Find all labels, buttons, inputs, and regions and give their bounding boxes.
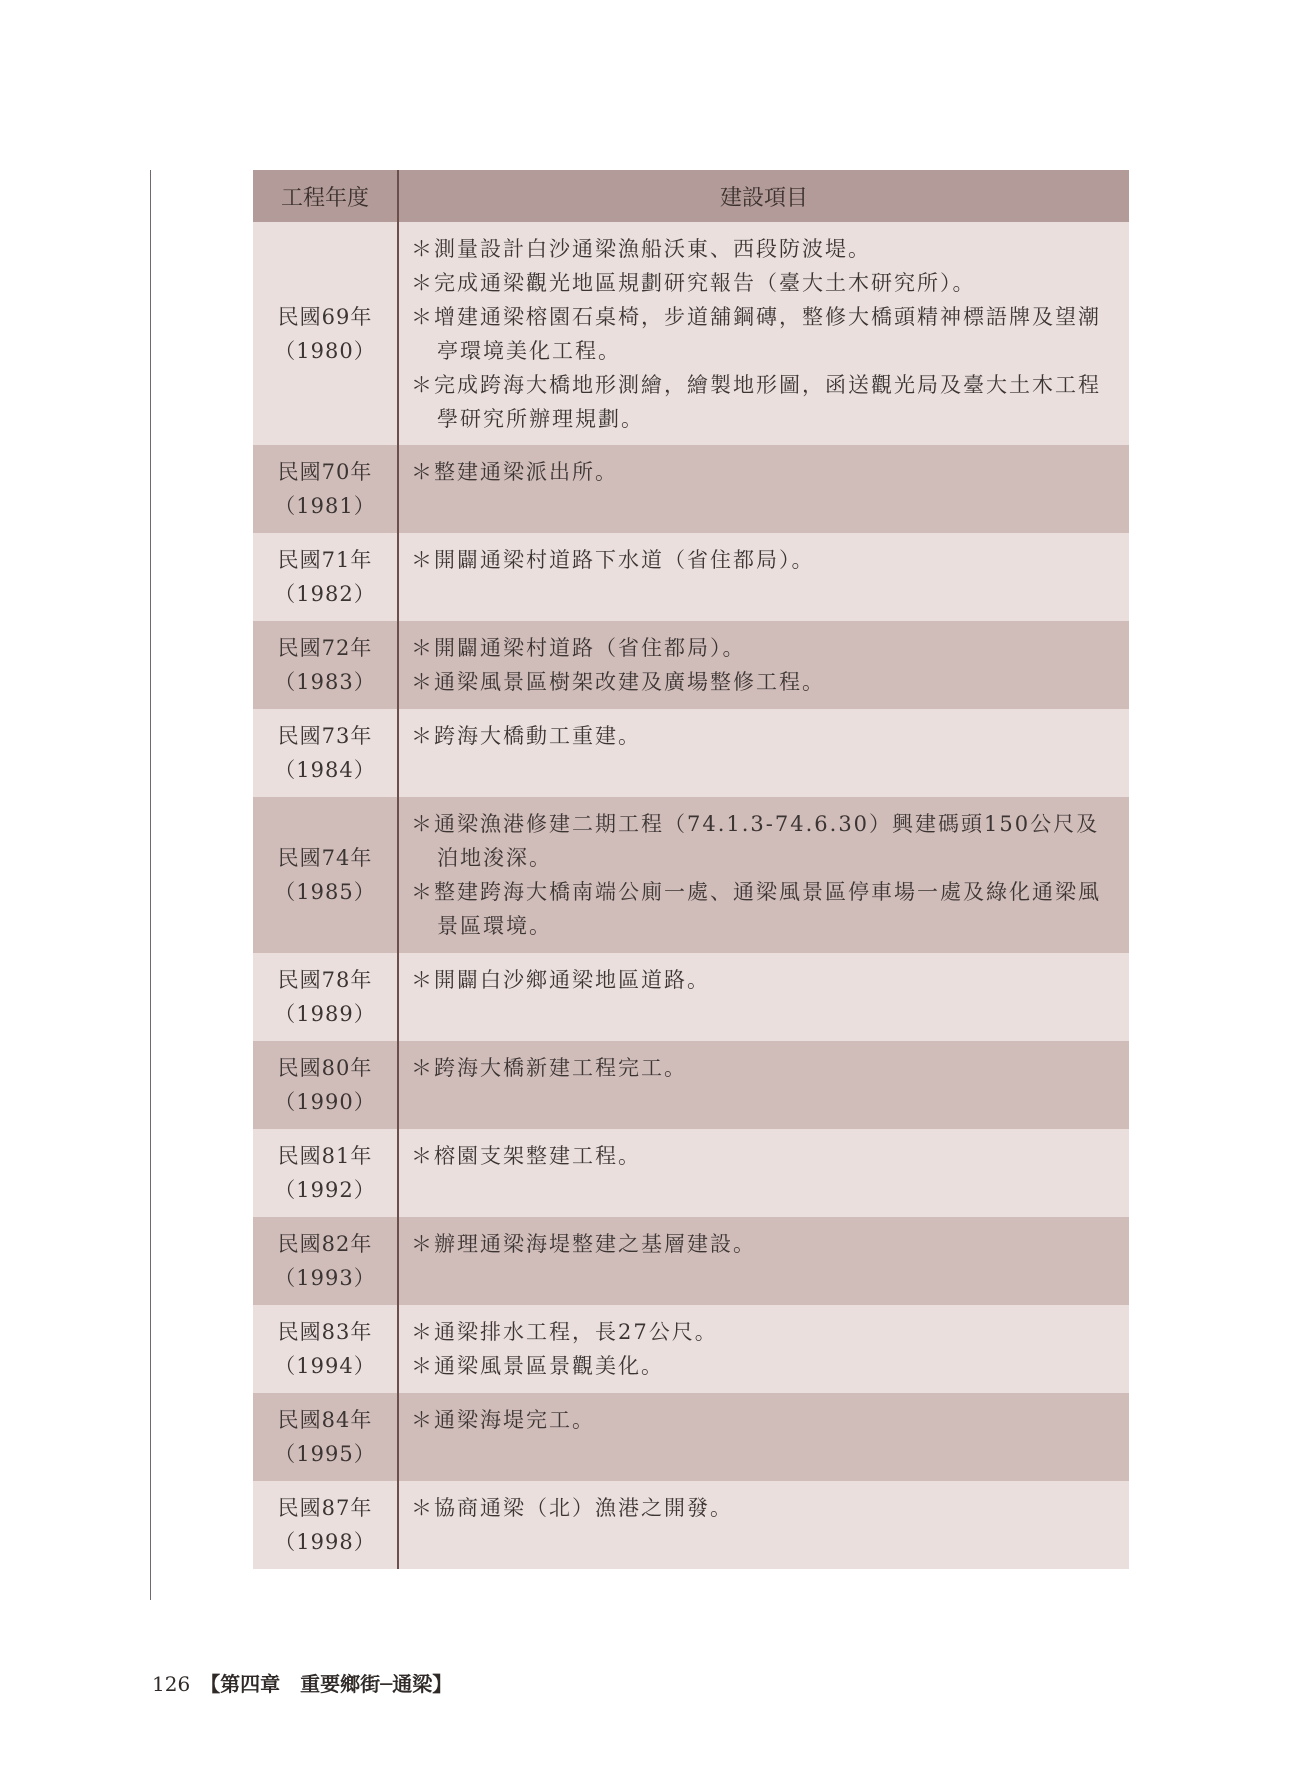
- items-cell: [398, 1481, 1129, 1569]
- ad-year: （1994）: [274, 1354, 376, 1378]
- list-item: ＊協商通梁（北）漁港之開發。: [411, 1496, 733, 1520]
- table-row: [253, 1305, 1129, 1393]
- year-cell: [253, 445, 398, 533]
- table-row: [253, 445, 1129, 533]
- items-cell: [398, 222, 1129, 445]
- roc-year: 民國84年: [277, 1408, 373, 1432]
- table-row: [253, 533, 1129, 621]
- year-cell: [253, 222, 398, 445]
- year-cell: [253, 621, 398, 709]
- ad-year: （1989）: [274, 1002, 376, 1026]
- year-cell: [253, 709, 398, 797]
- list-item: ＊跨海大橋動工重建。: [411, 724, 641, 748]
- ad-year: （1998）: [274, 1530, 376, 1554]
- items-column-header: 建設項目: [398, 170, 1129, 222]
- list-item: ＊開闢白沙鄉通梁地區道路。: [411, 968, 710, 992]
- items-cell: [398, 621, 1129, 709]
- items-cell: [398, 953, 1129, 1041]
- list-item: ＊榕園支架整建工程。: [411, 1144, 641, 1168]
- construction-table: [253, 170, 1129, 1569]
- table-row: [253, 709, 1129, 797]
- roc-year: 民國83年: [277, 1320, 373, 1344]
- list-item: ＊通梁海堤完工。: [411, 1408, 595, 1432]
- year-cell: [253, 953, 398, 1041]
- table-row: [253, 1217, 1129, 1305]
- year-cell: [253, 1129, 398, 1217]
- list-item: ＊開闢通梁村道路（省住都局）。: [411, 636, 746, 660]
- construction-table-container: [253, 170, 1129, 1569]
- list-item: ＊通梁排水工程，長27公尺。: [411, 1320, 718, 1344]
- list-item: ＊通梁漁港修建二期工程（74.1.3-74.6.30）興建碼頭150公尺及泊地浚深。: [411, 812, 1100, 870]
- list-item: ＊增建通梁榕園石桌椅，步道舖鋼磚，整修大橋頭精神標語牌及望潮亭環境美化工程。: [411, 305, 1101, 363]
- items-cell: [398, 709, 1129, 797]
- list-item: ＊整建通梁派出所。: [411, 460, 618, 484]
- items-cell: [398, 1041, 1129, 1129]
- margin-rule: [150, 170, 151, 1600]
- roc-year: 民國69年: [277, 304, 373, 329]
- ad-year: （1981）: [274, 494, 376, 518]
- roc-year: 民國87年: [277, 1496, 373, 1520]
- table-row: [253, 1041, 1129, 1129]
- list-item: ＊通梁風景區樹架改建及廣場整修工程。: [411, 670, 825, 694]
- table-row: [253, 953, 1129, 1041]
- list-item: ＊完成跨海大橋地形測繪，繪製地形圖，函送觀光局及臺大土木工程學研究所辦理規劃。: [411, 373, 1101, 431]
- roc-year: 民國81年: [277, 1144, 373, 1168]
- ad-year: （1985）: [274, 880, 376, 904]
- year-cell: [253, 1481, 398, 1569]
- ad-year: （1983）: [274, 670, 376, 694]
- year-cell: [253, 797, 398, 953]
- roc-year: 民國74年: [277, 846, 373, 870]
- roc-year: 民國73年: [277, 724, 373, 748]
- ad-year: （1980）: [274, 338, 376, 363]
- ad-year: （1982）: [274, 582, 376, 606]
- items-cell: [398, 1129, 1129, 1217]
- roc-year: 民國80年: [277, 1056, 373, 1080]
- year-cell: [253, 533, 398, 621]
- ad-year: （1995）: [274, 1442, 376, 1466]
- table-row: [253, 222, 1129, 445]
- table-row: [253, 621, 1129, 709]
- list-item: ＊完成通梁觀光地區規劃研究報告（臺大土木研究所）。: [411, 271, 976, 295]
- table-row: [253, 1393, 1129, 1481]
- table-row: [253, 1481, 1129, 1569]
- list-item: ＊整建跨海大橋南端公廁一處、通梁風景區停車場一處及綠化通梁風景區環境。: [411, 880, 1101, 938]
- items-cell: [398, 445, 1129, 533]
- items-cell: [398, 797, 1129, 953]
- items-cell: [398, 1305, 1129, 1393]
- table-row: [253, 1129, 1129, 1217]
- roc-year: 民國72年: [277, 636, 373, 660]
- roc-year: 民國82年: [277, 1232, 373, 1256]
- roc-year: 民國71年: [277, 548, 373, 572]
- table-header-row: [253, 170, 1129, 222]
- list-item: ＊跨海大橋新建工程完工。: [411, 1056, 687, 1080]
- page-number: 126: [152, 1672, 191, 1696]
- chapter-title: 【第四章 重要鄉街─通梁】: [200, 1672, 453, 1696]
- list-item: ＊辦理通梁海堤整建之基層建設。: [411, 1232, 756, 1256]
- items-cell: [398, 1393, 1129, 1481]
- ad-year: （1990）: [274, 1090, 376, 1114]
- ad-year: （1984）: [274, 758, 376, 782]
- roc-year: 民國78年: [277, 968, 373, 992]
- list-item: ＊測量設計白沙通梁漁船沃東、西段防波堤。: [411, 237, 871, 261]
- year-cell: [253, 1393, 398, 1481]
- page-footer: [152, 1668, 452, 1697]
- ad-year: （1992）: [274, 1178, 376, 1202]
- ad-year: （1993）: [274, 1266, 376, 1290]
- year-cell: [253, 1041, 398, 1129]
- roc-year: 民國70年: [277, 460, 373, 484]
- table-row: [253, 797, 1129, 953]
- list-item: ＊開闢通梁村道路下水道（省住都局）。: [411, 548, 815, 572]
- year-cell: [253, 1217, 398, 1305]
- year-column-header: 工程年度: [253, 170, 398, 222]
- items-cell: [398, 533, 1129, 621]
- year-cell: [253, 1305, 398, 1393]
- items-cell: [398, 1217, 1129, 1305]
- list-item: ＊通梁風景區景觀美化。: [411, 1354, 664, 1378]
